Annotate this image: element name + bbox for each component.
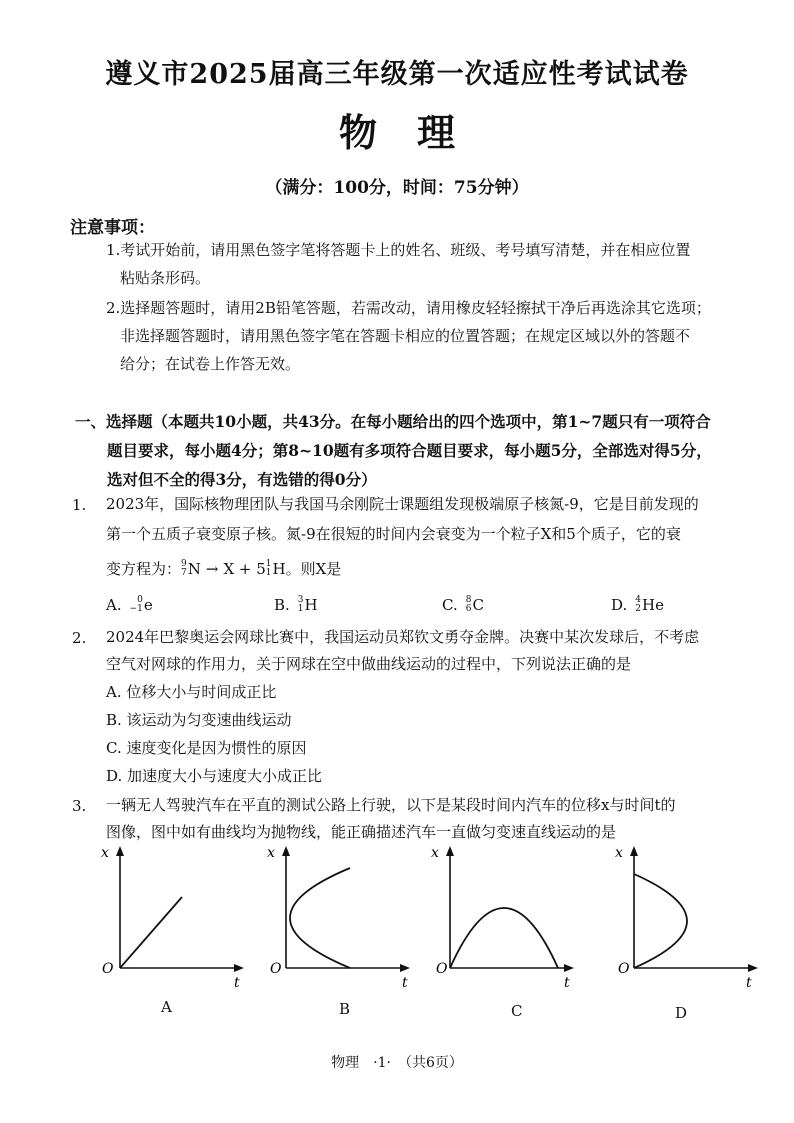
origin-label: O [618,961,630,977]
question-3-line-1: 一辆无人驾驶汽车在平直的测试公路上行驶，以下是某段时间内汽车的位移x与时间t的 [106,796,676,814]
option-symbol: He [642,596,664,614]
notice-item-2-line-1: 2.选择题答题时，请用2B铅笔答题，若需改动，请用橡皮轻轻擦拭干净后再选涂其它选项； [106,299,711,317]
option-mass: 4 [635,595,641,605]
graph-d-curve [634,874,687,968]
graph-c-curve [450,908,558,968]
graph-a [96,842,256,992]
option-letter: A. [106,596,122,614]
graph-b-curve [290,868,350,968]
x-axis-arrow-icon [748,964,758,972]
x-axis-arrow-icon [400,964,410,972]
question-2-option-c[interactable]: C. 速度变化是因为惯性的原因 [106,739,307,757]
question-1-option-d[interactable] [611,596,664,614]
option-charge: 6 [465,604,472,614]
graph-a-curve [120,897,182,968]
y-axis-label: x [101,845,109,861]
question-2-option-d[interactable]: D. 加速度大小与速度大小成正比 [106,767,323,785]
graph-b-label[interactable]: B [339,1000,351,1018]
y-axis-arrow-icon [630,846,638,856]
option-mass: 8 [465,595,472,605]
nuclide-nitrogen-9 [181,555,201,583]
option-mass: 0 [137,595,143,605]
question-3-line-2: 图像，图中如有曲线均为抛物线，能正确描述汽车一直做匀变速直线运动的是 [106,823,617,841]
option-letter: D. [611,596,628,614]
origin-label: O [270,961,282,977]
graph-a-label[interactable]: A [161,998,172,1016]
graph-d-label[interactable]: D [675,1004,688,1022]
x-axis-label: t [746,975,752,991]
equation-middle: X + 5 [223,560,266,578]
question-2-line-2: 空气对网球的作用力，关于网球在空中做曲线运动的过程中，下列说法正确的是 [106,655,632,673]
proton-charge-number: 1 [265,568,272,578]
option-charge: 1 [297,604,304,614]
x-axis-label: t [234,975,240,991]
y-axis-arrow-icon [446,846,454,856]
graph-b [262,842,422,992]
nitrogen-symbol: N [187,560,201,578]
option-charge: 2 [635,604,641,614]
question-1-line-1: 2023年，国际核物理团队与我国马余刚院士课题组发现极端原子核氮-9，它是目前发现的 [106,495,699,513]
nuclide-proton [266,555,286,583]
section-1-line-3: 选对但不全的得3分，有选错的得0分） [107,470,377,489]
option-symbol: C [472,596,484,614]
question-3-number: 3. [72,797,87,815]
option-mass: 3 [297,595,304,605]
x-axis-arrow-icon [234,964,244,972]
proton-symbol: H [272,560,286,578]
question-2-option-b[interactable]: B. 该运动为匀变速曲线运动 [106,711,292,729]
section-1-line-2: 题目要求，每小题4分；第8~10题有多项符合题目要求，每小题5分，全部选对得5分， [107,441,712,460]
x-axis-arrow-icon [564,964,574,972]
question-1-equation-line [106,555,341,583]
origin-label: O [436,961,448,977]
option-charge: −1 [129,604,143,614]
nitrogen-charge-number: 7 [181,568,187,578]
question-1-option-b[interactable] [274,596,318,614]
section-1-line-1: 一、选择题（本题共10小题，共43分。在每小题给出的四个选项中，第1~7题只有一项符合 [75,412,711,431]
question-2-number: 2. [72,629,87,647]
question-2-option-a[interactable]: A. 位移大小与时间成正比 [106,683,277,701]
section-1-instructions [75,407,712,494]
y-axis-label: x [431,845,439,861]
question-2-line-1: 2024年巴黎奥运会网球比赛中，我国运动员郑钦文勇夺金牌。决赛中某次发球后，不考虑 [106,628,700,646]
notice-heading: 注意事项： [70,218,155,238]
graph-c [428,842,588,992]
exam-title: 遵义市2025届高三年级第一次适应性考试试卷 [105,59,689,90]
y-axis-label: x [267,845,275,861]
origin-label: O [102,961,114,977]
notice-item-1-line-1: 1.考试开始前，请用黑色签字笔将答题卡上的姓名、班级、考号填写清楚，并在相应位置 [106,241,691,259]
question-1-option-c[interactable] [442,596,484,614]
question-1-line-2: 第一个五质子衰变原子核。氮-9在很短的时间内会衰变为一个粒子X和5个质子，它的衰 [106,525,681,543]
question-1-number: 1. [72,496,87,514]
x-axis-label: t [402,975,408,991]
y-axis-arrow-icon [116,846,124,856]
subject-title: 物理 [338,110,495,155]
y-axis-label: x [615,845,623,861]
equation-prefix: 变方程为： [106,560,182,578]
option-symbol: H [304,596,318,614]
graph-d [612,842,772,992]
question-1-option-a[interactable] [106,596,153,614]
option-symbol: e [143,596,153,614]
score-info: （满分：100分，时间：75分钟） [265,178,529,198]
notice-item-2-line-2: 非选择题答题时，请用黑色签字笔在答题卡相应的位置答题；在规定区域以外的答题不 [120,327,691,345]
x-axis-label: t [564,975,570,991]
option-letter: C. [442,596,458,614]
proton-mass-number: 1 [265,559,272,569]
notice-item-1-line-2: 粘贴条形码。 [120,269,211,287]
option-letter: B. [274,596,290,614]
graph-c-label[interactable]: C [511,1002,523,1020]
equation-suffix: 。则X是 [285,560,342,578]
arrow-icon: → [205,560,219,578]
notice-item-2-line-3: 给分；在试卷上作答无效。 [120,355,301,373]
page-footer: 物理 ·1· （共6页） [331,1055,463,1071]
y-axis-arrow-icon [282,846,290,856]
nitrogen-mass-number: 9 [181,559,187,569]
